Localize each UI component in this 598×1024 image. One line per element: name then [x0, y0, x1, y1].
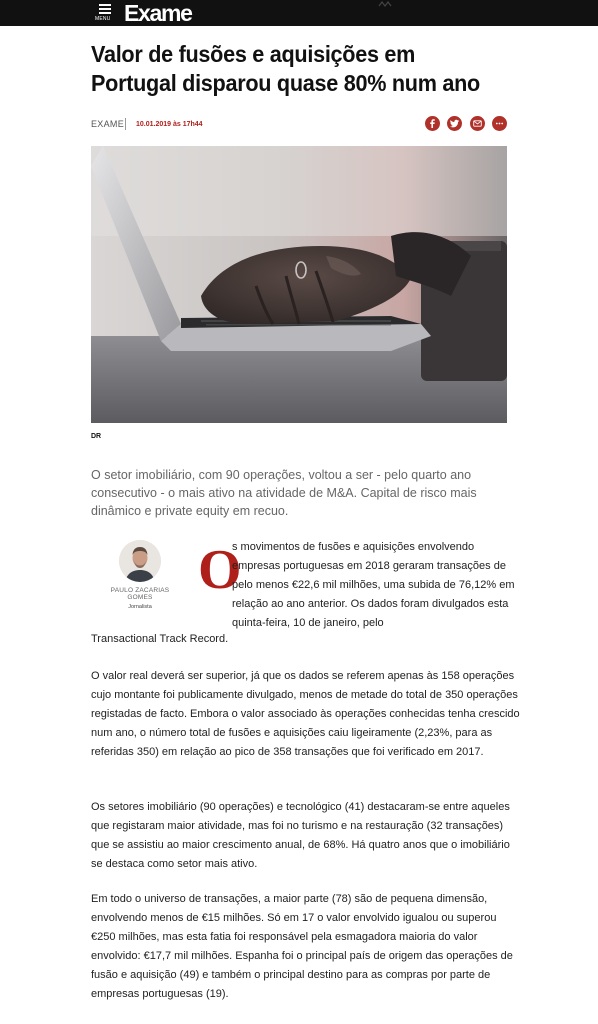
site-logo[interactable]: Exame [124, 0, 192, 26]
twitter-icon[interactable] [447, 116, 462, 131]
top-bar-ghost-icon [378, 0, 392, 10]
hamburger-icon [99, 4, 111, 14]
more-icon[interactable] [492, 116, 507, 131]
top-bar [0, 0, 598, 26]
meta-divider [125, 118, 126, 130]
publish-date: 10.01.2019 às 17h44 [136, 121, 203, 128]
image-credit: DR [91, 433, 102, 440]
paragraph-3: Os setores imobiliário (90 operações) e tecnológico (41) destacaram-se entre aqueles que registaram maior atividade, mas foi no turismo e na restauração (32 transações) que se assistiu ao maior crescimento anual, de 68%. Há quatro anos que o imobiliário se destaca como setor mais ativo. [91, 801, 510, 870]
author-role: Jornalista [128, 604, 152, 610]
paragraph-1-start: s movimentos de fusões e aquisições envolvendo empresas portuguesas em 2018 geraram transações de pelo menos €22,6 mil milhões, uma subida de 76,12% em relação ao ano anterior. Os dados foram divulgados esta quinta-feira, 10 de janeiro, pelo [232, 541, 515, 629]
author-card[interactable] [100, 540, 180, 610]
article-title: Valor de fusões e aquisições em Portugal disparou quase 80% num ano [91, 41, 480, 96]
email-icon[interactable] [470, 116, 485, 131]
hero-image [91, 146, 507, 423]
menu-label: MENU [95, 16, 111, 22]
paragraph-2: O valor real deverá ser superior, já que os dados se referem apenas às 158 operações cujo montante foi publicamente divulgado, menos de metade do total de 350 operações registadas de facto. Embora o valor associado às operações conhecidas tenha crescido num ano, o número total de fusões e aquisições caiu ligeiramente (2,23%, para as referidas 350) em relação ao pico de 358 transações que foi verificado em 2017. [91, 670, 520, 758]
article-source[interactable]: EXAME [91, 119, 125, 129]
paragraph-1-end: Transactional Track Record. [91, 633, 229, 645]
article-meta [91, 118, 507, 132]
menu-button[interactable] [95, 2, 117, 24]
avatar [119, 540, 161, 582]
facebook-icon[interactable] [425, 116, 440, 131]
share-buttons [422, 116, 507, 132]
drop-cap: O [198, 539, 242, 601]
author-name: PAULO ZACARIAS GOMES [110, 587, 170, 601]
paragraph-4: Em todo o universo de transações, a maior parte (78) são de pequena dimensão, envolvendo menos de €15 milhões. Só em 17 o valor envolvido igualou ou superou €250 milhões, mas esta fatia foi responsável pela esmagadora maioria do valor envolvido: €17,7 mil milhões. Espanha foi o principal país de origem das operações de fusão e aquisição (49) e também o principal destino para as compras por parte de empresas portuguesas (19). [91, 893, 513, 1000]
article-lead: O setor imobiliário, com 90 operações, voltou a ser - pelo quarto ano consecutivo - o mais ativo na atividade de M&A. Capital de risco mais dinâmico e private equity em recuo. [91, 468, 477, 518]
